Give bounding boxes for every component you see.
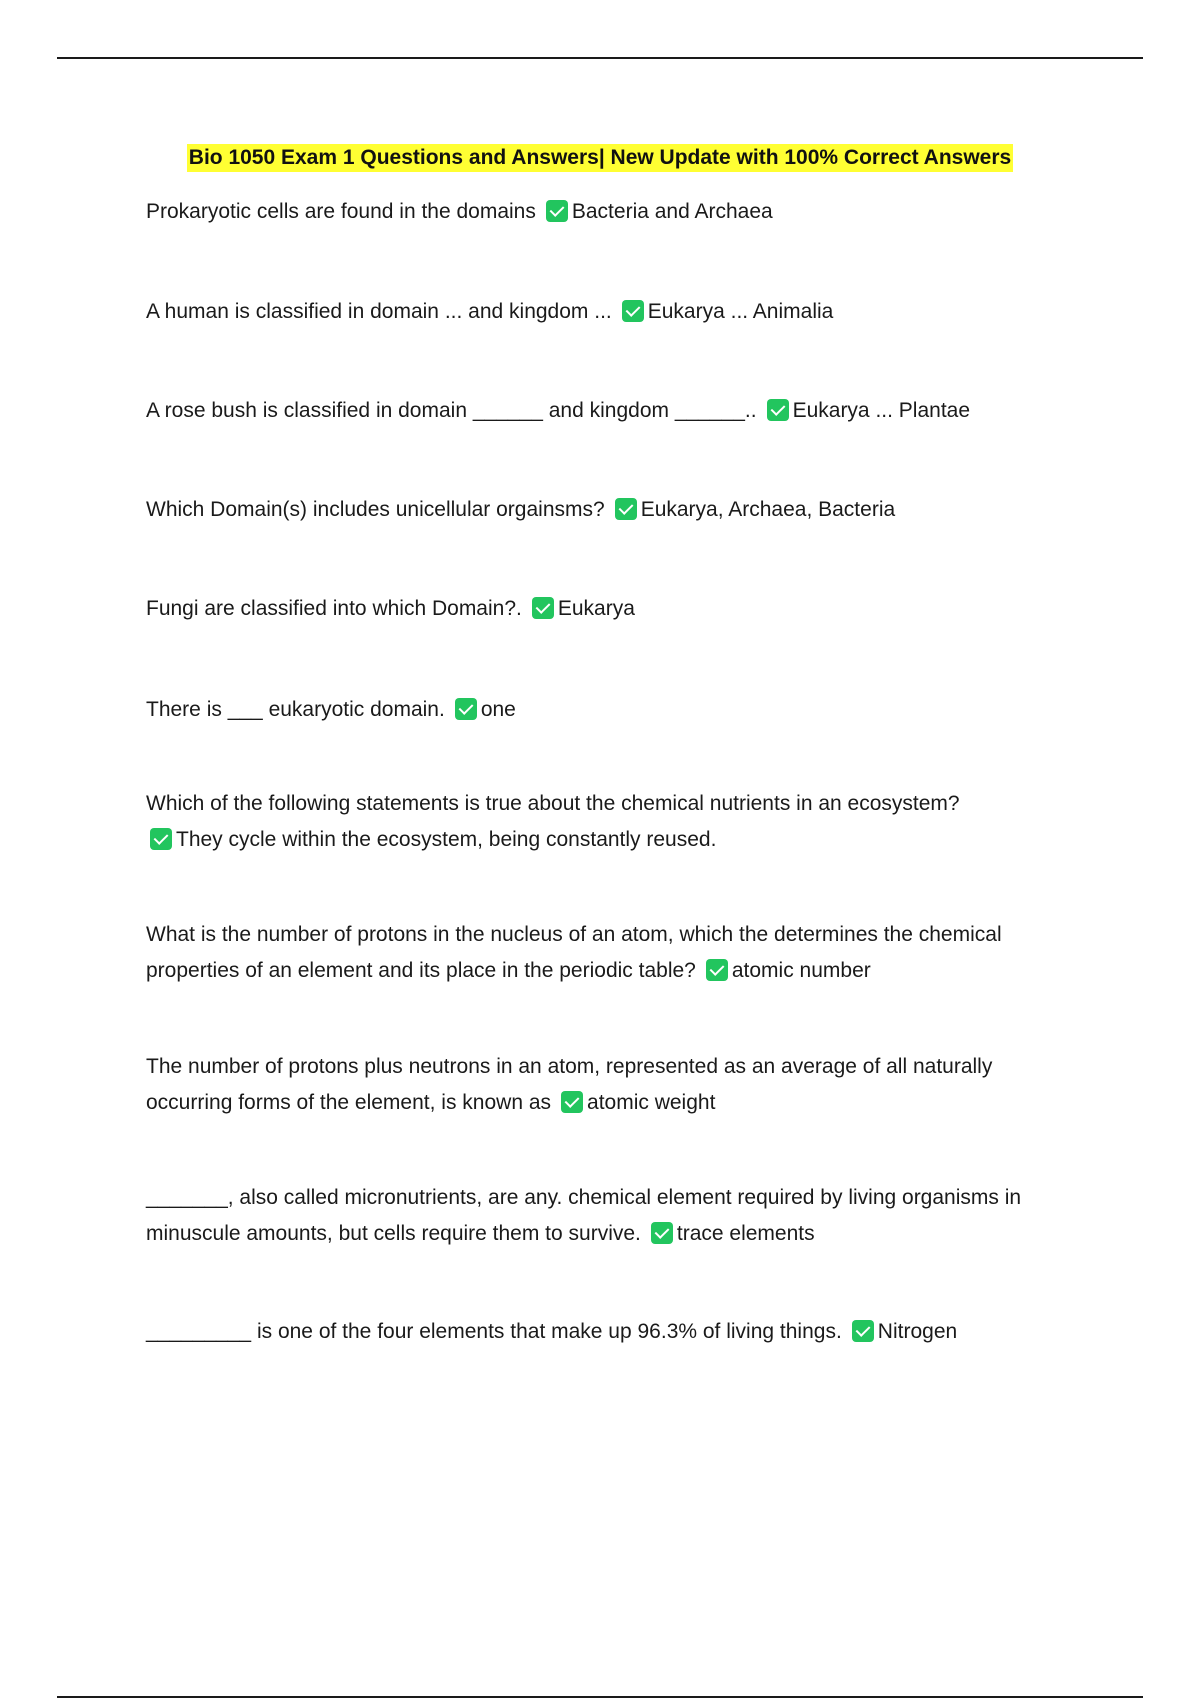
- question-text: There is ___ eukaryotic domain.: [146, 698, 445, 721]
- bottom-rule: [57, 1696, 1143, 1698]
- question-text: A rose bush is classified in domain ______ and kingdom ______..: [146, 399, 757, 422]
- answer-text: They cycle within the ecosystem, being constantly reused.: [176, 828, 717, 851]
- check-icon: [615, 498, 637, 520]
- question-text: Which of the following statements is true about the chemical nutrients in an ecosystem?: [146, 792, 960, 815]
- question-text: Prokaryotic cells are found in the domains: [146, 200, 536, 223]
- answer-text: Eukarya, Archaea, Bacteria: [640, 498, 896, 521]
- qa-item: [146, 692, 1076, 728]
- qa-item: [146, 1180, 1076, 1252]
- qa-item: [146, 1314, 1076, 1350]
- document-title: Bio 1050 Exam 1 Questions and Answers| New Update with 100% Correct Answers: [187, 144, 1013, 172]
- question-text: _______, also called micronutrients, are any. chemical element required by living organisms in minuscule amounts, but cells require them to survive.: [146, 1186, 1022, 1245]
- answer-text: Eukarya ... Plantae: [792, 399, 971, 422]
- qa-item: [146, 786, 1076, 858]
- question-text: The number of protons plus neutrons in an atom, represented as an average of all naturally occurring forms of the element, is known as: [146, 1055, 993, 1114]
- qa-item: [146, 591, 1076, 627]
- top-rule: [57, 57, 1143, 59]
- answer-text: trace elements: [676, 1222, 815, 1245]
- check-icon: [546, 200, 568, 222]
- question-text: A human is classified in domain ... and kingdom ...: [146, 300, 612, 323]
- qa-item: [146, 294, 1076, 330]
- qa-item: [146, 393, 1076, 429]
- check-icon: [455, 698, 477, 720]
- check-icon: [767, 399, 789, 421]
- answer-text: Bacteria and Archaea: [571, 200, 773, 223]
- answer-text: Nitrogen: [877, 1320, 958, 1343]
- question-text: _________ is one of the four elements that make up 96.3% of living things.: [146, 1320, 842, 1343]
- qa-item: [146, 917, 1076, 989]
- check-icon: [532, 597, 554, 619]
- qa-item: [146, 1049, 1076, 1121]
- qa-item: [146, 194, 1076, 230]
- title-wrap: [0, 144, 1200, 172]
- answer-text: atomic number: [731, 959, 871, 982]
- qa-item: [146, 492, 1076, 528]
- check-icon: [561, 1091, 583, 1113]
- answer-text: Eukarya ... Animalia: [647, 300, 834, 323]
- answer-text: one: [480, 698, 516, 721]
- question-text: What is the number of protons in the nucleus of an atom, which the determines the chemical properties of an element and its place in the periodic table?: [146, 923, 1002, 982]
- check-icon: [706, 959, 728, 981]
- check-icon: [150, 828, 172, 850]
- check-icon: [622, 300, 644, 322]
- answer-text: Eukarya: [557, 597, 635, 620]
- check-icon: [852, 1320, 874, 1342]
- check-icon: [651, 1222, 673, 1244]
- answer-text: atomic weight: [587, 1091, 716, 1114]
- question-text: Fungi are classified into which Domain?.: [146, 597, 522, 620]
- question-text: Which Domain(s) includes unicellular orgainsms?: [146, 498, 605, 521]
